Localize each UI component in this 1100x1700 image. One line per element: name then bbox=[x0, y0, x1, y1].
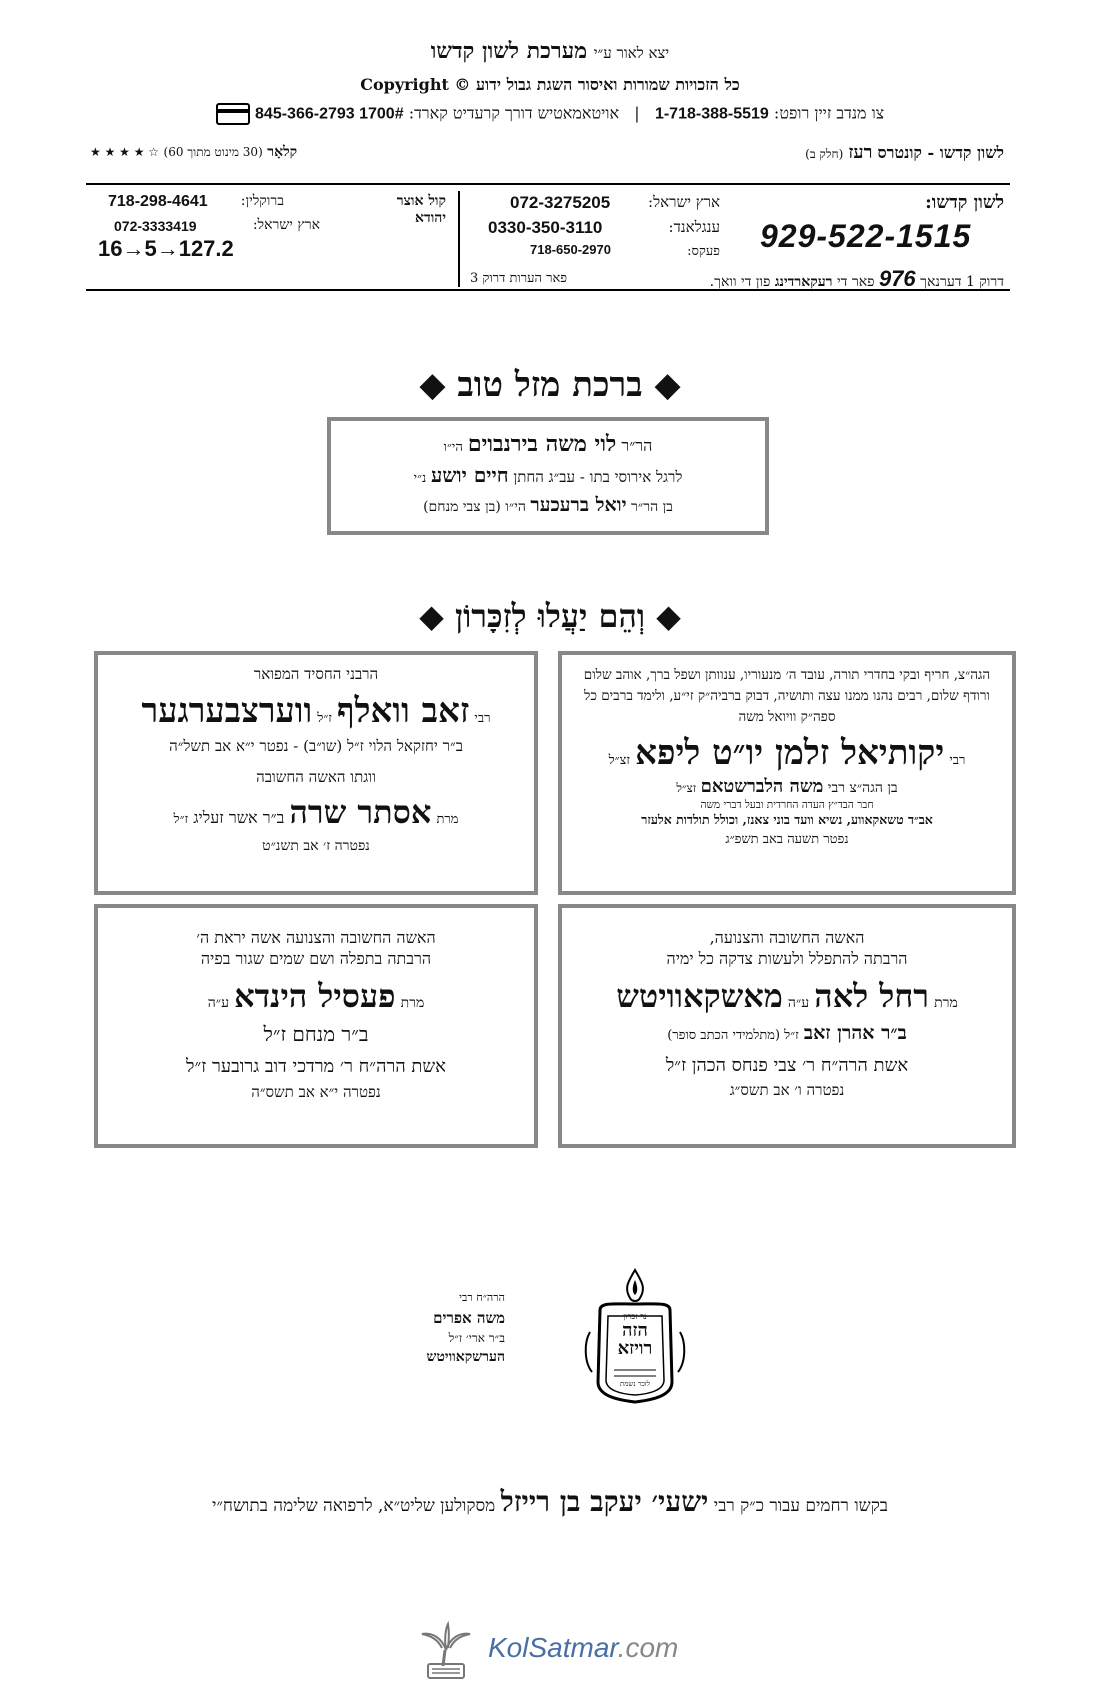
card1-father: משה הלברשטאם bbox=[700, 776, 824, 798]
card4-name: פעסיל הינדא bbox=[234, 976, 396, 1015]
fax-label: פעקס: bbox=[687, 244, 720, 259]
israel-label: ארץ ישראל: bbox=[648, 193, 720, 211]
card1-father-pre: בן הגה״צ רבי bbox=[827, 780, 898, 797]
print-note bbox=[710, 266, 1004, 292]
card4-death: נפטרה י״א אב תשס״ה bbox=[251, 1082, 381, 1101]
card1-death: נפטר תשעה באב תשפ״ג bbox=[725, 831, 849, 847]
request-pre: בקשו רחמים עבור כ״ק רבי bbox=[713, 1496, 888, 1516]
info-divider bbox=[458, 191, 460, 287]
publisher-small: יצא לאור ע״י bbox=[593, 44, 670, 62]
card4-line1: האשה החשובה והצנועה אשה יראת ה׳ bbox=[196, 928, 436, 947]
donate-phone[interactable]: 1-718-388-5519 bbox=[654, 105, 769, 123]
card1-note2: אב״ד טשאקאווע, נשיא וועד בוני צאנז, וכולל תולדות אלעזר bbox=[641, 811, 933, 827]
site-name-main: KolSatmar bbox=[488, 1632, 618, 1663]
card2-name: זאב וואלף bbox=[337, 690, 470, 731]
rating-stars: ☆ ★ ★ ★ ★ bbox=[90, 145, 160, 159]
card4-name-line bbox=[110, 976, 522, 1018]
fax-phone[interactable]: 718-650-2970 bbox=[530, 242, 611, 257]
memorial-heading bbox=[300, 597, 800, 635]
series-label: לשון קדשו - קונטרס bbox=[877, 143, 1004, 162]
print-note-a: דרוק 1 דערנאך bbox=[920, 274, 1004, 290]
card2-surname: ווערצבערגער bbox=[141, 690, 313, 731]
mazal-box bbox=[327, 417, 769, 535]
logo-small: לזכר נשמת bbox=[620, 1380, 650, 1388]
diamond-icon: ◆ bbox=[419, 365, 446, 405]
mazal-l1-pre: הר״ר bbox=[621, 436, 653, 455]
publisher-name: מערכת לשון קדשו bbox=[430, 38, 588, 64]
card2-wife-pre: מרת bbox=[436, 811, 459, 827]
mazal-l2-post: נ״י bbox=[413, 471, 427, 486]
clear-line bbox=[90, 144, 297, 161]
mazal-heading-text: ברכת מזל טוב bbox=[457, 365, 643, 405]
israel2-phone[interactable]: 072-3333419 bbox=[114, 218, 197, 234]
card2-wife-father: ב״ר אשר זעליג bbox=[193, 807, 285, 827]
mazal-line-2 bbox=[331, 463, 765, 488]
card3-father-post: ז״ל (מתלמידי הכתב סופר) bbox=[667, 1028, 799, 1044]
logo-big: הזה רויזא bbox=[617, 1320, 653, 1359]
mazal-l2-name: חיים יושע bbox=[431, 463, 509, 487]
card3-death: נפטרה ו׳ אב תשס״ג bbox=[729, 1081, 845, 1100]
dial-code: 16→5→127.2 bbox=[98, 236, 234, 261]
memorial-candle-logo bbox=[580, 1262, 690, 1407]
card2-death: נפטרה ז׳ אב תשנ״ט bbox=[262, 838, 370, 855]
site-name[interactable] bbox=[488, 1632, 678, 1664]
mazal-line-3 bbox=[331, 494, 765, 517]
card3-surname: מאשקאוויטש bbox=[616, 976, 783, 1015]
england-phone[interactable]: 0330-350-3110 bbox=[488, 218, 603, 237]
dedication-block bbox=[395, 1290, 505, 1368]
memorial-card-2 bbox=[94, 651, 538, 895]
auto-label: אויטאמאטיש דורך קרעדיט קארד: bbox=[408, 103, 620, 123]
card1-father-line bbox=[574, 776, 1000, 799]
print-note-b: פאר די bbox=[837, 274, 875, 290]
card1-name: יקותיאל זלמן יו״ט ליפא bbox=[635, 732, 945, 773]
clear-label: קלאָר bbox=[267, 144, 298, 160]
card2-name-pre: רבי bbox=[474, 710, 491, 726]
israel2-label: ארץ ישראל: bbox=[252, 217, 320, 233]
dedication-l2: משה אפרים bbox=[433, 1308, 505, 1327]
card2-title: הרבני החסיד המפואר bbox=[253, 665, 379, 683]
mazal-heading bbox=[300, 365, 800, 405]
card2-wife-post: ז״ל bbox=[173, 811, 189, 827]
card2-wife-line bbox=[110, 792, 522, 834]
brooklyn-phone[interactable]: 718-298-4641 bbox=[108, 193, 208, 210]
card3-father-line bbox=[574, 1021, 1000, 1046]
card4-husband: אשת הרה״ח ר׳ מרדכי דוב גרובער ז״ל bbox=[186, 1056, 446, 1078]
diamond-icon: ◆ bbox=[654, 365, 681, 405]
card4-line2: הרבתה בתפלה ושם שמים שגור בפיה bbox=[200, 948, 432, 968]
card1-father-post: זצ״ל bbox=[676, 781, 697, 796]
print-num: 976 bbox=[878, 266, 916, 291]
card3-line1: האשה החשובה והצנועה, bbox=[709, 928, 865, 947]
series-line bbox=[805, 142, 1004, 163]
dedication-l1: הרה״ח רבי bbox=[459, 1291, 505, 1304]
site-name-tld: .com bbox=[617, 1632, 679, 1663]
print-note-d: פון די וואך. bbox=[709, 274, 771, 290]
lk-phone[interactable]: 929-522-1515 bbox=[760, 218, 972, 254]
dedication-l3: ב״ר ארי׳ ז״ל bbox=[448, 1331, 505, 1345]
memorial-heading-text: וְהֵם יַעֲלוּ לְזִכָּרוֹן bbox=[454, 597, 646, 635]
credit-card-icon bbox=[216, 103, 250, 125]
card3-father: ב״ר אהרן זאב bbox=[803, 1022, 907, 1045]
card3-line2: הרבתה להתפלל ולעשות צדקה כל ימיה bbox=[666, 948, 908, 968]
mazal-l2-pre: לרגל אירוסי בתו - עב״ג החתן bbox=[513, 468, 683, 486]
print-note-c: רעקארדינג bbox=[774, 274, 833, 290]
card4-name-pre: מרת bbox=[400, 994, 425, 1011]
logo-text: נר זכרון bbox=[623, 1312, 647, 1321]
header-publisher bbox=[0, 38, 1100, 64]
info-top-rule bbox=[86, 183, 1010, 185]
card3-name-pre: מרת bbox=[934, 994, 958, 1011]
clear-note: (30 מינוט מתוך 60) bbox=[163, 145, 263, 159]
mazal-l3-post: הי״ו (בן צבי מנחם) bbox=[423, 499, 526, 515]
card1-name-pre: רבי bbox=[949, 752, 966, 768]
card4-name-post: ע״ה bbox=[207, 994, 230, 1011]
donate-label: צו מנדב זיין רופט: bbox=[773, 103, 885, 123]
card4-father: ב״ר מנחם ז״ל bbox=[263, 1022, 369, 1047]
card1-name-line bbox=[574, 732, 1000, 775]
card1-name-post: זצ״ל bbox=[608, 752, 631, 768]
print-note-e: פאר הערות דרוק 3 bbox=[470, 271, 568, 286]
diamond-icon: ◆ bbox=[656, 597, 681, 635]
card2-father: ב״ר יחזקאל הלוי ז״ל (שו״ב) - נפטר י״א אב תשל״ה bbox=[169, 736, 463, 755]
israel-phone[interactable]: 072-3275205 bbox=[510, 193, 611, 212]
card1-desc: הגה״צ, חריף ובקי בחדרי תורה, עובד ה׳ מנעוריו, ענוותן ושפל ברך, אוהב שלום ורודף שלום, רבים נהנו ממנו עצה ותושיה, דבוק ברביה״ק זי״ע, ולימד ברבים כל ספה״ק וויואל משה bbox=[583, 667, 991, 725]
series-name: רעז bbox=[848, 142, 873, 163]
palm-tree-icon bbox=[418, 1620, 474, 1680]
diamond-icon: ◆ bbox=[419, 597, 444, 635]
card2-wife-name: אסתר שרה bbox=[289, 792, 432, 831]
card2-wife-title: ווגתו האשה החשובה bbox=[256, 768, 376, 787]
card3-name-line bbox=[574, 976, 1000, 1018]
memorial-card-3 bbox=[558, 904, 1016, 1148]
mazal-line-1 bbox=[331, 431, 765, 457]
lk-title: לשון קדשו: bbox=[925, 192, 1004, 213]
card3-husband: אשת הרה״ח ר׳ צבי פנחס הכהן ז״ל bbox=[665, 1054, 909, 1076]
healing-request bbox=[60, 1485, 1040, 1519]
kol-title: קול אוצר יהודא bbox=[396, 193, 446, 226]
card1-note1: חבר הבד״ץ העדה החרדית ובעל דברי משה bbox=[700, 798, 874, 811]
mazal-l1-post: הי״ו bbox=[443, 440, 463, 455]
brooklyn-label: ברוקלין: bbox=[240, 193, 284, 209]
copyright-line: כל הזכויות שמורות ואיסור השגת גבול ידוע © Copyright bbox=[360, 75, 740, 94]
request-name: ישעי׳ יעקב בן רייזל bbox=[500, 1485, 709, 1518]
mazal-l3-name: יואל ברעכער bbox=[530, 494, 627, 516]
card3-name: רחל לאה bbox=[814, 976, 929, 1015]
memorial-card-4 bbox=[94, 904, 538, 1148]
memorial-card-1 bbox=[558, 651, 1016, 895]
england-label: ענגלאנד: bbox=[668, 218, 720, 236]
series-part: (חלק ב) bbox=[805, 147, 844, 161]
mazal-l3-pre: בן הר״ר bbox=[631, 499, 673, 515]
dedication-l4: הערשקאוויטש bbox=[426, 1349, 505, 1365]
card3-name-mid: ע״ה bbox=[787, 994, 810, 1011]
auto-value[interactable]: 1700# 845-366-2793 bbox=[255, 105, 404, 123]
card2-name-mid: ז״ל bbox=[317, 710, 332, 726]
donation-line: צו מנדב זיין רופט: 1-718-388-5519 | אויטאמאטיש דורך קרעדיט קארד: 1700# 845-366-2793 bbox=[0, 103, 1100, 125]
mazal-l1-name: לוי משה בירנבוים bbox=[467, 431, 617, 457]
card2-name-line bbox=[110, 689, 522, 733]
request-post: מסקולען שליט״א, לרפואה שלימה בתושח״י bbox=[211, 1496, 496, 1516]
